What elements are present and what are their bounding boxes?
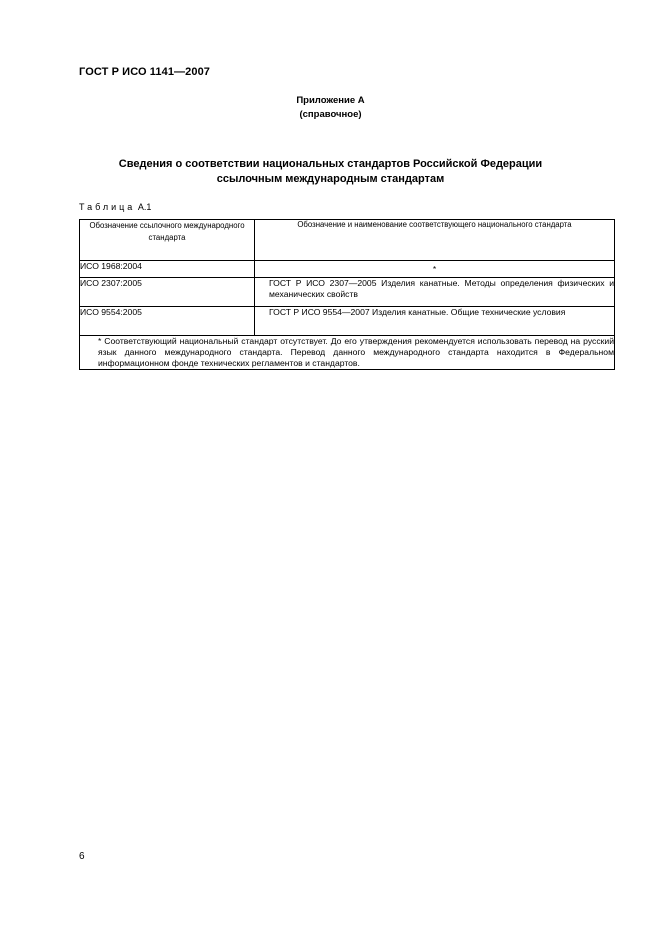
- document-header: ГОСТ Р ИСО 1141—2007: [79, 66, 211, 78]
- table-caption-word: Таблица: [79, 202, 136, 212]
- table-row: [80, 261, 615, 278]
- table-footnote-text: * Соответствующий национальный стандарт отсутствует. До его утверждения рекомендуется использовать перевод на русский язык данного международного стандарта. Перевод данного международного стандарта находится в Федеральном информационном фонде технических регламентов и стандартов.: [98, 336, 614, 368]
- table-footnote-row: [80, 336, 615, 370]
- section-title: [0, 157, 661, 187]
- cell-national-standard: *: [255, 261, 615, 278]
- table-header-row: [80, 220, 615, 261]
- section-title-line-1: Сведения о соответствии национальных стандартов Российской Федерации: [118, 158, 543, 170]
- cell-national-text: ГОСТ Р ИСО 9554—2007 Изделия канатные. Общие технические условия: [269, 307, 566, 317]
- annex-label: Приложение А: [296, 95, 365, 106]
- cell-international-standard: ИСО 9554:2005: [80, 307, 255, 336]
- table-row: [80, 278, 615, 307]
- table-row: [80, 307, 615, 336]
- table-footnote: [80, 336, 615, 370]
- cell-national-standard: [255, 278, 615, 307]
- page-number: 6: [79, 851, 85, 862]
- column-header-national: Обозначение и наименование соответствующего национального стандарта: [255, 220, 615, 261]
- annex-type: (справочное): [299, 109, 362, 120]
- table-caption-number: А.1: [137, 202, 152, 212]
- correspondence-table: [79, 219, 615, 370]
- table-caption: [79, 202, 151, 212]
- cell-national-standard: [255, 307, 615, 336]
- cell-international-standard: ИСО 1968:2004: [80, 261, 255, 278]
- cell-national-text: ГОСТ Р ИСО 2307—2005 Изделия канатные. Методы определения физических и механических свойств: [269, 278, 614, 299]
- section-title-line-2: ссылочным международным стандартам: [216, 173, 445, 185]
- column-header-international: Обозначение ссылочного международного стандарта: [80, 220, 255, 261]
- cell-international-standard: ИСО 2307:2005: [80, 278, 255, 307]
